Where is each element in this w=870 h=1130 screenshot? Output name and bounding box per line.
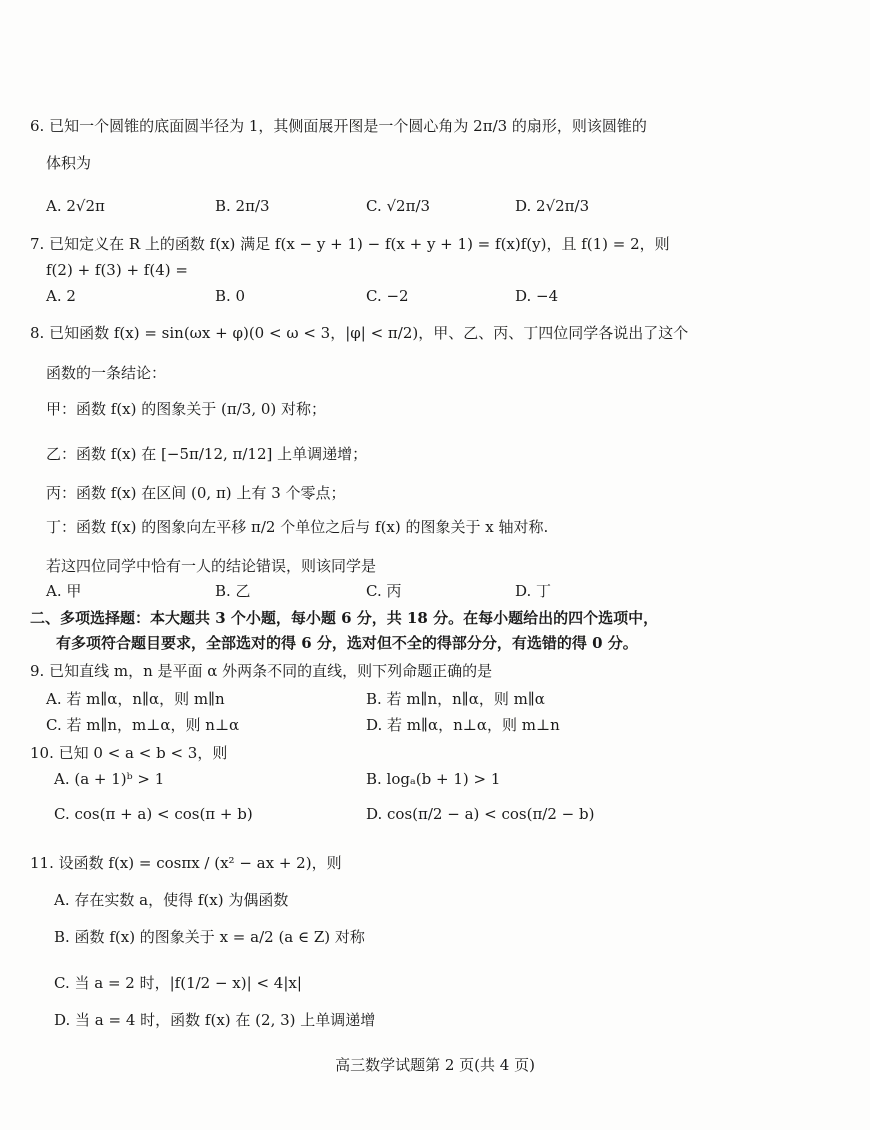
q9-option-a: A. 若 m∥α，n∥α，则 m∥n (46, 690, 225, 708)
q8-option-d: D. 丁 (515, 582, 552, 600)
q9-stem: 9. 已知直线 m，n 是平面 α 外两条不同的直线，则下列命题正确的是 (30, 662, 493, 680)
q8-statement-bing: 丙：函数 f(x) 在区间 (0, π) 上有 3 个零点； (46, 484, 346, 502)
q7-stem-line1: 7. 已知定义在 R 上的函数 f(x) 满足 f(x − y + 1) − f(x + y + 1) = f(x)f(y)，且 f(1) = 2，则 (30, 235, 670, 253)
q8-option-a: A. 甲 (46, 582, 82, 600)
q8-stem-line1: 8. 已知函数 f(x) = sin(ωx + φ)(0 < ω < 3，|φ| < π/2)，甲、乙、丙、丁四位同学各说出了这个 (30, 324, 689, 342)
q11-option-b: B. 函数 f(x) 的图象关于 x = a/2 (a ∈ Z) 对称 (54, 928, 365, 946)
q8-question: 若这四位同学中恰有一人的结论错误，则该同学是 (46, 557, 377, 575)
q7-option-d: D. −4 (515, 287, 559, 305)
q9-option-d: D. 若 m∥α，n⊥α，则 m⊥n (366, 716, 560, 734)
section-heading-line1: 二、多项选择题：本大题共 3 个小题，每小题 6 分，共 18 分。在每小题给出的四个选项中， (30, 609, 659, 627)
q10-option-b: B. logₐ(b + 1) > 1 (366, 770, 501, 788)
q10-stem: 10. 已知 0 < a < b < 3，则 (30, 744, 228, 762)
q6-option-d: D. 2√2π/3 (515, 197, 590, 215)
q9-option-c: C. 若 m∥n，m⊥α，则 n⊥α (46, 716, 240, 734)
q7-option-b: B. 0 (215, 287, 246, 305)
q11-option-a: A. 存在实数 a，使得 f(x) 为偶函数 (54, 891, 289, 909)
q8-option-b: B. 乙 (215, 582, 251, 600)
q8-statement-ding: 丁：函数 f(x) 的图象向左平移 π/2 个单位之后与 f(x) 的图象关于 x 轴对称. (46, 518, 549, 536)
section-heading-line2: 有多项符合题目要求，全部选对的得 6 分，选对但不全的得部分分，有选错的得 0 分。 (56, 634, 638, 652)
q10-option-a: A. (a + 1)ᵇ > 1 (54, 770, 165, 788)
q6-option-b: B. 2π/3 (215, 197, 270, 215)
q7-option-a: A. 2 (46, 287, 76, 305)
q8-option-c: C. 丙 (366, 582, 402, 600)
q11-stem: 11. 设函数 f(x) = cosπx / (x² − ax + 2)，则 (30, 854, 342, 872)
q10-option-d: D. cos(π/2 − a) < cos(π/2 − b) (366, 805, 595, 823)
q8-statement-jia: 甲：函数 f(x) 的图象关于 (π/3, 0) 对称； (46, 400, 327, 418)
q10-option-c: C. cos(π + a) < cos(π + b) (54, 805, 253, 823)
q11-option-c: C. 当 a = 2 时，|f(1/2 − x)| < 4|x| (54, 974, 302, 992)
q11-option-d: D. 当 a = 4 时，函数 f(x) 在 (2, 3) 上单调递增 (54, 1011, 376, 1029)
q8-stem-line2: 函数的一条结论： (46, 364, 167, 382)
page-footer: 高三数学试题第 2 页(共 4 页) (335, 1056, 535, 1074)
q9-option-b: B. 若 m∥n，n∥α，则 m∥α (366, 690, 545, 708)
q6-option-a: A. 2√2π (46, 197, 105, 215)
q8-statement-yi: 乙：函数 f(x) 在 [−5π/12, π/12] 上单调递增； (46, 445, 368, 463)
q7-option-c: C. −2 (366, 287, 409, 305)
q6-option-c: C. √2π/3 (366, 197, 431, 215)
q7-stem-line2: f(2) + f(3) + f(4) = (46, 261, 188, 279)
q6-stem-line1: 6. 已知一个圆锥的底面圆半径为 1，其侧面展开图是一个圆心角为 2π/3 的扇形，则该圆锥的 (30, 117, 647, 135)
q6-stem-line2: 体积为 (46, 154, 92, 172)
